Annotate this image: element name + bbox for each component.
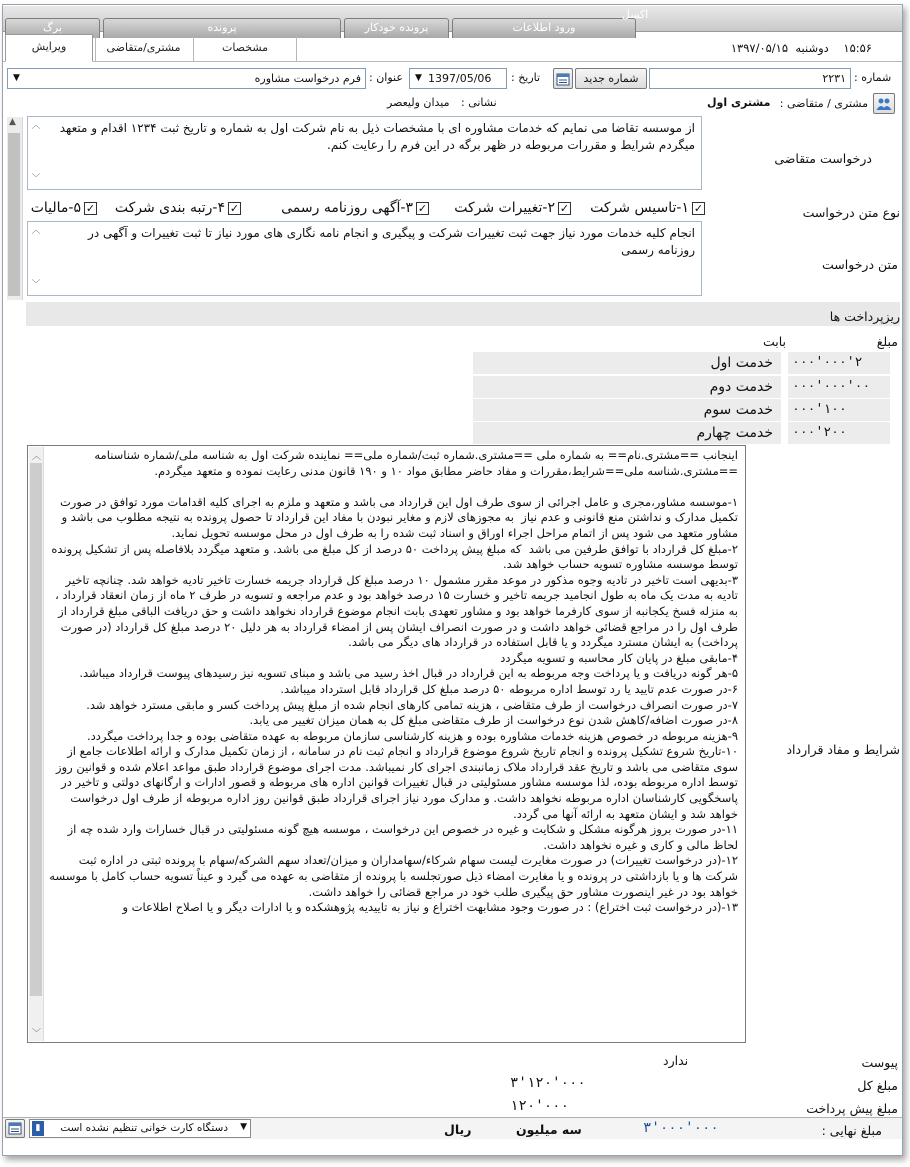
currency-label: ریال bbox=[444, 1122, 472, 1137]
total-value: ۳'۱۲۰'۰۰۰ bbox=[510, 1075, 586, 1091]
check-icon: ✓ bbox=[559, 201, 570, 215]
total-label: مبلغ کل bbox=[857, 1078, 898, 1093]
checkbox-gazette[interactable] bbox=[281, 200, 429, 216]
card-reader-status: دستگاه کارت خوانی تنظیم نشده است bbox=[60, 1122, 228, 1134]
top-tab-data-entry[interactable] bbox=[452, 18, 636, 38]
terms-text: اینجانب ==مشتری.نام== به شماره ملی ==مشتری.شماره ثبت/شماره ملی== نماینده شرکت اول به شناسه ملی/شماره شناسنامه ==مشتری.شناسه ملی==شرایط،مقررات و مفاد حاضر مطابق مواد ۱۰ و ۱۹۰ قانون مدنی رعایت نموده و متعهد میگردم. ۱-موسسه مشاور،مجری و عامل اجرائی از سوی طرف اول این قرارداد می باشد و متعهد و ملزم به اجرای کلیه اقدامات مورد توافق در صورت تکمیل مدارک و نداشتن منع قانونی و عدم نیاز به مجوزهای لازم و مغایر نبودن با مفاد این قرارداد تا حصول پرونده به نتیجه مطلوب می باشد و مشاور متعهد می شود پس از اتمام مراحل اجراء اوراق و اسناد ثبت شده را به طرف اول در محل موسسه تحویل نماید. ۲-مبلغ کل قرارداد با توافق طرفین می باشد که مبلغ پیش پرداخت ۵۰ درصد از کل مبلغ می باشد. و متعهد میگردد بلافاصله پس از تشکیل پرونده توسط موسسه مشاوره تسویه حساب خواهد شد. ۳-بدیهی است تاخیر در تادیه وجوه مذکور در موعد مقرر مشمول ۱۰ درصد مبلغ کل قرارداد جریمه خسارت تاخیر تادیه خواهد شد. چنانچه تاخیر تادیه به مدت یک ماه به طول انجامید جریمه تاخیر و خسارت ۱۵ درصد خواهد بود و عدم مراجعه و تسویه در طرف ۲ ماه از زمان انعقاد قرارداد ، به منزله فسخ یکجانبه از سوی کارفرما خواهد بود و مشاور تعهدی بابت انجام موضوع قرارداد نخواهد داشت و حق دریافت الباقی مبلغ قرارداد از طرف اول را در مراجع قضائی خواهد داشت و در صورت انصراف ایشان پس از امضاء قرارداد به هر دلیل ۲۰ درصد مبلغ کل قرارداد (در صورت پرداخت) به ایشان مسترد میگردد و یا قابل استفاده در قرارداد های دیگر می باشد. ۴-مابقی مبلغ در پایان کار محاسبه و تسویه میگردد ۵-هر گونه دریافت و یا پرداخت وجه مربوطه به این قرارداد در قبال اخذ رسید می باشد و مبنای تسویه نیز رسیدهای پیوست قرارداد میباشد. ۶-در صورت عدم تایید یا رد توسط اداره مربوطه ۵۰ درصد مبلغ کل قرارداد قابل استرداد میباشد. ۷-در صورت انصراف درخواست از طرف متقاضی ، هزینه تمامی کارهای انجام شده از مبلغ پیش پرداخت کسر و مابقی مسترد خواهد شد. ۸-در صورت اضافه/کاهش شدن نوع درخواست از طرف متقاضی مبلغ کل به همان میزان تغییر می یابد. ۹-هزینه مربوطه در خصوص هزینه خدمات مشاوره بوده و هزینه کارشناسی سازمان مربوطه به عهده متقاضی بوده و جدا پرداخت میگردد. ۱۰-تاریخ شروع تشکیل پرونده و انجام تاریخ شروع موضوع قرارداد و انجام ثبت نام در سامانه ، از زمان تکمیل مدارک و ارائه اطلاعات جامع از سوی متقاضی می باشد و تاریخ عقد قرارداد ملاک زمانبندی اجرای کار نمیباشد. مدت اجرای موضوع قرارداد طبق مواعد اعلام شده و قوانین روز توسط اداره مربوطه بوده، لذا موسسه مشاور مسئولیتی در قبال تغییرات قوانین اداره های مربوطه و قصور ادارات و ارگانهای دولتی و تاخیر در پاسخگویی کارشناسان اداره مربوطه نخواهد داشت. و مدارک مورد نیاز اجرای قرارداد طبق قوانین روز اداره مربوطه از طرف اول درخواست خواهد شد و ایشان متعهد به ارائه آنها می گردد. ۱۱-در صورت بروز هرگونه مشکل و شکایت و غیره در خصوص این درخواست ، موسسه هیچ گونه مسئولیتی در قبال خسارات وارد شده چه از لحاظ مالی و کاری و غیره نخواهد داشت. ۱۲-(در درخواست تغییرات) در صورت مغایرت لیست سهام شرکاء/سهامداران و میزان/تعداد سهم الشرکه/سهام با پرونده ثبتی در اداره ثبت شرکت ها و یا بازداشتی در پرونده و یا مغایرت امضاء ذیل صورتجلسه با پرونده از متقاضی به عهده می گیرد و عیناً تسویه حساب کامل با موسسه خواهد بود در غیر اینصورت مشاور حق پیگیری طلب خود در مراجع قضائی را خواهد داشت. ۱۳-(در درخواست ثبت اختراع) : در صورت وجود مشابهت اختراع و نیاز به تاییدیه پژوهشکده و یا ادارات دیگر و یا اصلاح اطلاعات و bbox=[49, 448, 738, 915]
payment-title: خدمت اول bbox=[473, 352, 781, 374]
prepay-label: مبلغ پیش پرداخت bbox=[806, 1101, 898, 1116]
payment-row[interactable] bbox=[480, 399, 898, 421]
payment-title: خدمت سوم bbox=[473, 399, 781, 421]
tab-label: ویرایش bbox=[31, 40, 67, 53]
scroll-thumb[interactable] bbox=[30, 463, 42, 996]
payment-title: خدمت دوم bbox=[473, 376, 781, 398]
chevron-down-icon: ▼ bbox=[13, 73, 20, 83]
col-for-label: بابت bbox=[763, 334, 787, 349]
new-number-button[interactable]: شماره جدید bbox=[575, 68, 647, 89]
calendar-button[interactable] bbox=[553, 68, 573, 89]
scroll-up-icon[interactable]: ︿ bbox=[31, 226, 41, 236]
terms-scrollbar[interactable] bbox=[29, 447, 44, 1041]
checkbox-founding[interactable] bbox=[590, 200, 705, 216]
number-field[interactable]: ۲۲۳۱ bbox=[649, 68, 851, 89]
check-icon: ✓ bbox=[693, 201, 704, 215]
customer-lookup-button[interactable] bbox=[873, 93, 895, 114]
check-icon: ✓ bbox=[85, 201, 96, 215]
clock-time: ۱۵:۵۶ bbox=[843, 41, 872, 55]
request-scrollbar[interactable] bbox=[29, 118, 43, 188]
top-tab-auto-file[interactable] bbox=[344, 18, 449, 38]
date-value: 1397/05/06 bbox=[428, 72, 492, 85]
date-field[interactable] bbox=[409, 68, 507, 89]
scroll-up-icon[interactable]: ︿ bbox=[32, 452, 42, 462]
status-bar bbox=[3, 1117, 902, 1139]
col-amount-label: مبلغ bbox=[876, 334, 898, 349]
payment-amount: ۰۰'۰۰۰'۰۰۰ bbox=[788, 376, 890, 398]
date-label: تاریخ : bbox=[511, 71, 541, 84]
terms-textarea[interactable] bbox=[27, 445, 746, 1043]
chevron-down-icon: ▼ bbox=[240, 1122, 247, 1132]
checkbox-label: ۲-تغییرات شرکت bbox=[454, 200, 555, 216]
checkbox-label: ۳-آگهی روزنامه رسمی bbox=[281, 200, 413, 216]
scroll-down-icon[interactable]: ﹀ bbox=[32, 1029, 42, 1039]
settings-button[interactable] bbox=[5, 1119, 25, 1138]
request-body-text: انجام کلیه خدمات مورد نیاز جهت ثبت تغییرات شرکت و پیگیری و انجام نامه نگاری های مورد نیاز تا ثبت تغییرات و آگهی در روزنامه رسمی bbox=[88, 226, 695, 257]
payment-row[interactable] bbox=[480, 352, 898, 374]
card-reader-select[interactable] bbox=[29, 1119, 251, 1138]
customer-label: مشتری / متقاضی : bbox=[779, 97, 868, 110]
checkbox-label: ۴-رتبه بندی شرکت bbox=[114, 200, 225, 216]
tab-customer[interactable] bbox=[95, 36, 191, 61]
users-icon bbox=[876, 97, 892, 111]
title-value: فرم درخواست مشاوره bbox=[254, 72, 361, 85]
tab-edit[interactable] bbox=[5, 34, 93, 62]
payment-amount: ۲۰۰'۰۰۰ bbox=[788, 422, 890, 444]
attachment-value: ندارد bbox=[663, 1053, 689, 1068]
payments-section-label: ریزپرداخت ها bbox=[829, 309, 900, 324]
top-tab-label: اکسل bbox=[621, 8, 649, 21]
title-select[interactable] bbox=[7, 68, 366, 89]
payment-row[interactable] bbox=[480, 422, 898, 444]
request-type-label: نوع متن درخواست bbox=[802, 205, 900, 220]
top-tab-label: برگ bbox=[43, 21, 62, 34]
top-tab-label: پرونده bbox=[207, 21, 237, 34]
request-body-scrollbar[interactable] bbox=[29, 223, 43, 294]
top-tab-label: ورود اطلاعات bbox=[512, 21, 576, 34]
payment-amount: ۱۰۰'۰۰۰ bbox=[788, 399, 890, 421]
checkbox-label: ۱-تاسیس شرکت bbox=[590, 200, 689, 216]
prepay-value: ۱۲۰'۰۰۰ bbox=[510, 1098, 570, 1114]
payment-title: خدمت چهارم bbox=[473, 422, 781, 444]
check-icon: ✓ bbox=[229, 201, 240, 215]
datetime bbox=[731, 41, 872, 55]
attachment-label: پیوست bbox=[861, 1055, 898, 1070]
payment-row[interactable] bbox=[480, 376, 898, 398]
request-textarea[interactable] bbox=[27, 116, 702, 190]
terms-label: شرایط و مفاد قرارداد bbox=[786, 742, 900, 757]
final-amount-label: مبلغ نهایی : bbox=[821, 1123, 882, 1138]
tab-label: مشتری/متقاضی bbox=[106, 41, 181, 54]
title-label: عنوان : bbox=[369, 71, 403, 84]
top-tab-label: پرونده خودکار bbox=[364, 21, 429, 34]
card-reader-icon: ▮ bbox=[32, 1121, 44, 1136]
scroll-up-icon[interactable]: ▲ bbox=[9, 117, 16, 127]
payment-amount: ۲'۰۰۰'۰۰۰ bbox=[788, 352, 890, 374]
payments-section-header bbox=[26, 302, 900, 326]
checkbox-tax[interactable] bbox=[7, 200, 97, 216]
scroll-down-icon[interactable]: ﹀ bbox=[31, 280, 41, 290]
checkbox-rating[interactable] bbox=[115, 200, 241, 216]
top-tab-parvandeh[interactable] bbox=[103, 18, 341, 38]
tab-specs[interactable] bbox=[193, 36, 297, 61]
calendar-icon bbox=[556, 72, 570, 86]
current-date: ۱۳۹۷/۰۵/۱۵ bbox=[730, 41, 789, 55]
scroll-up-icon[interactable]: ︿ bbox=[31, 121, 41, 131]
final-amount: ۳'۰۰۰'۰۰۰ bbox=[643, 1120, 719, 1136]
checkbox-changes[interactable] bbox=[454, 200, 571, 216]
calendar-icon bbox=[8, 1122, 22, 1135]
sub-tab-bar bbox=[3, 36, 902, 62]
final-amount-words: سه میلیون bbox=[516, 1122, 582, 1137]
number-label: شماره : bbox=[854, 71, 892, 84]
checkbox-label: ۵-مالیات bbox=[30, 200, 81, 216]
address-label: نشانی : bbox=[461, 96, 497, 109]
customer-value: مشتری اول bbox=[707, 96, 771, 109]
scroll-down-icon[interactable]: ﹀ bbox=[31, 174, 41, 184]
chevron-down-icon: ▼ bbox=[415, 73, 422, 83]
request-body-label: متن درخواست bbox=[822, 257, 898, 272]
check-icon: ✓ bbox=[417, 201, 428, 215]
address-value: میدان ولیعصر bbox=[387, 96, 450, 109]
top-tab-excel[interactable] bbox=[615, 9, 655, 23]
request-label: درخواست متقاضی bbox=[774, 151, 872, 166]
top-ribbon bbox=[3, 6, 902, 32]
request-text: از موسسه تقاضا می نمایم که خدمات مشاوره ای با مشخصات ذیل به نام شرکت اول به شماره و تاریخ ثبت ۱۲۳۴ اقدام و متعهد میگردم شرایط و مقررات مربوطه در ظهر برگه در این فرم را رعایت کنم. bbox=[59, 121, 695, 152]
weekday: دوشنبه bbox=[795, 41, 829, 55]
tab-label: مشخصات bbox=[221, 41, 269, 54]
request-body-textarea[interactable] bbox=[27, 221, 702, 296]
